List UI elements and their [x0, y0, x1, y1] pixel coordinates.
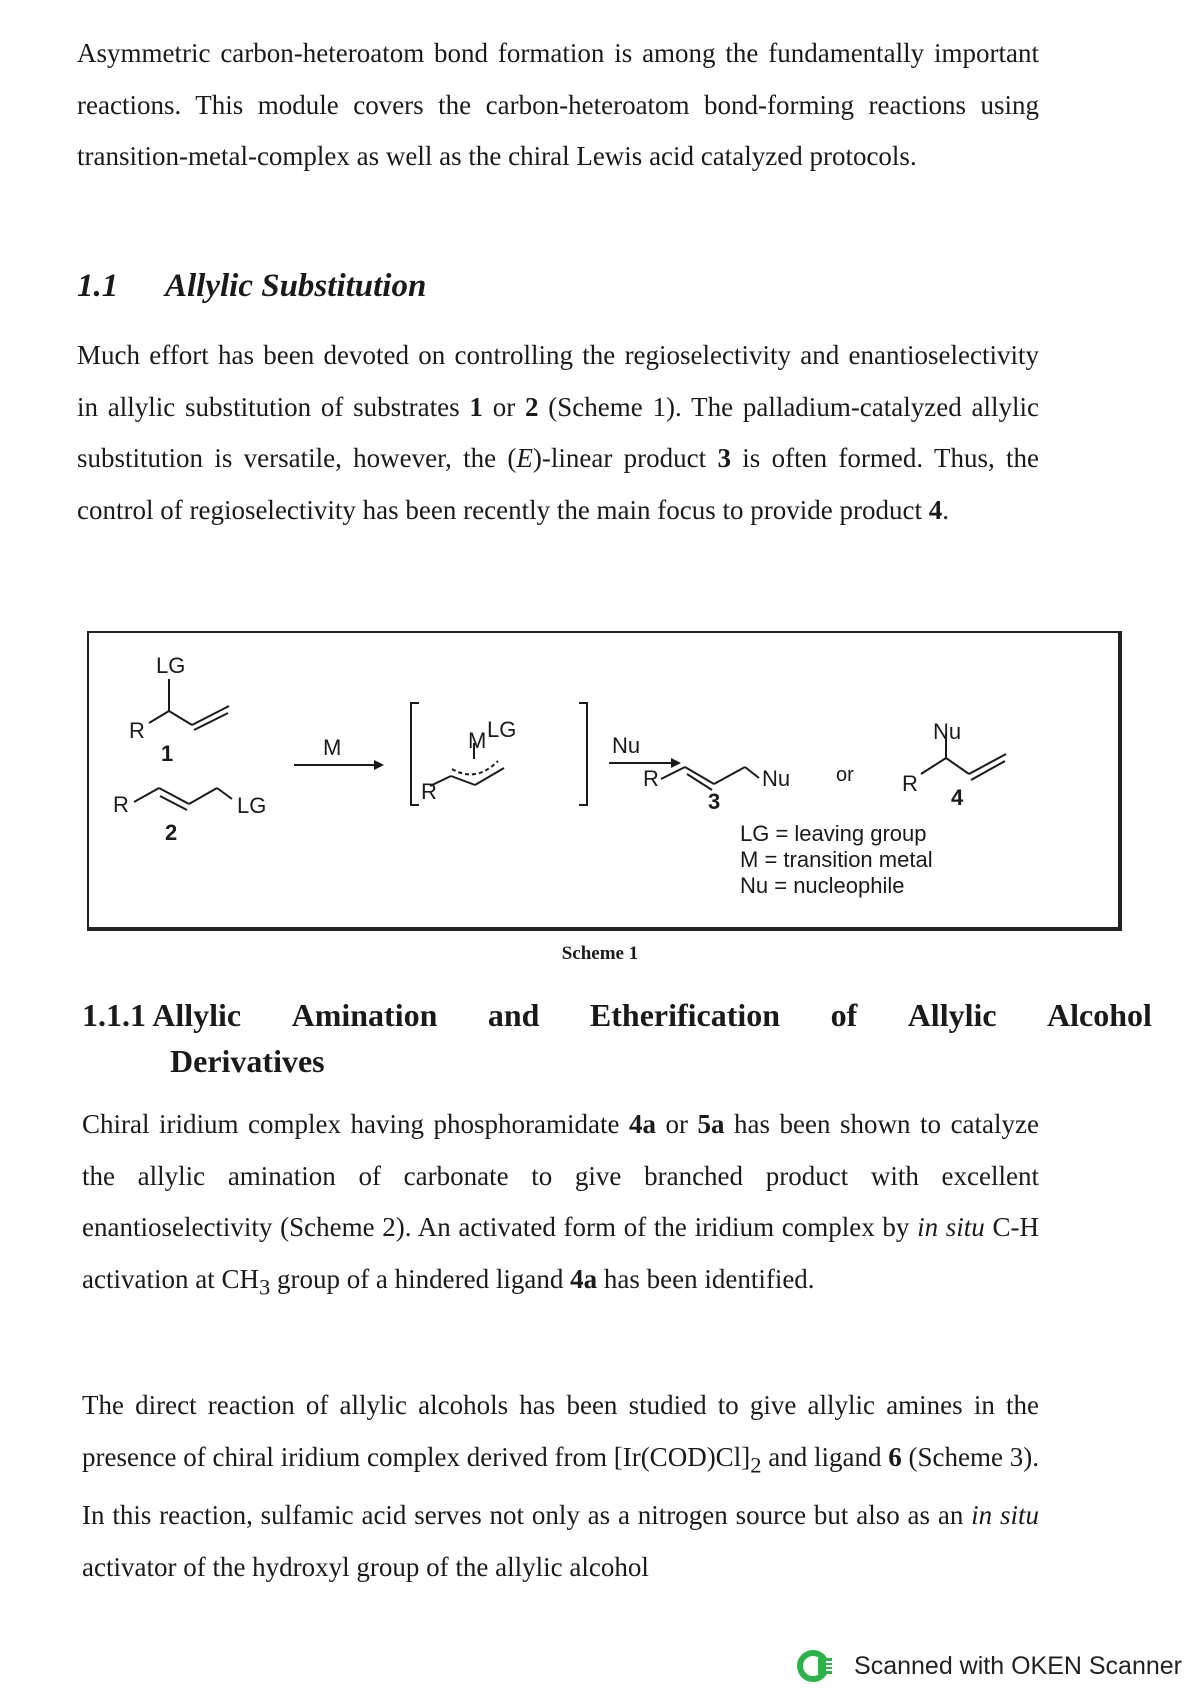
- heading-word: Alcohol: [1047, 997, 1152, 1033]
- compound-1-label: 1: [161, 741, 174, 766]
- allylic-amination-paragraph-2: The direct reaction of allylic alcohols has been studied to give allylic amines in the presence of chiral iridium complex derived from $[Ir(COD)Cl]_2$ and ligand 6 (Scheme 3). In this reaction, sulfamic acid serves not only as a nitrogen source but also as an in situ activator of the hydroxyl group of the allylic alcohol: [82, 1390, 1039, 1582]
- heading-word: of: [830, 997, 858, 1033]
- metal-label: M: [468, 728, 487, 753]
- bond-line: [134, 788, 159, 802]
- reagent-nu-label: Nu: [612, 733, 641, 758]
- lg-label: LG: [487, 717, 517, 742]
- heading-word: and: [487, 997, 540, 1033]
- arrow-head: [374, 760, 384, 770]
- section-heading-allylic-substitution: [77, 268, 426, 305]
- compound-2-label: 2: [165, 820, 178, 845]
- r-label: R: [421, 779, 437, 804]
- bond-line: [169, 711, 192, 725]
- heading-line-2: Derivatives: [170, 1043, 325, 1079]
- bond-line: [159, 788, 189, 804]
- nu-label: Nu: [933, 719, 962, 744]
- section-number: 1.1.1 Allylic: [82, 997, 242, 1033]
- section-heading-allylic-amination: [82, 992, 1152, 1084]
- scanner-watermark: [796, 1648, 1182, 1684]
- section-number: 1.1: [77, 268, 119, 304]
- bond-line: [149, 711, 169, 723]
- pi-allyl-arc: [452, 761, 498, 774]
- lg-label: LG: [237, 793, 267, 818]
- bracket-left: [411, 703, 419, 805]
- compound-3-label: 3: [708, 789, 721, 814]
- bond-line: [451, 776, 475, 785]
- legend-line-nu: Nu = nucleophile: [740, 873, 905, 898]
- allylic-substitution-paragraph: Much effort has been devoted on controlling the regioselectivity and enantioselectivity in allylic substitution of substrates 1 or 2 (Scheme 1). The palladium-catalyzed allylic substitution is versatile, however, the (E)-linear product 3 is often formed. Thus, the control of regioselectivity has been recently the main focus to provide product 4.: [77, 340, 1040, 525]
- scanner-watermark-text: Scanned with OKEN Scanner: [854, 1651, 1182, 1680]
- compound-4-label: 4: [951, 785, 964, 810]
- lg-label: LG: [156, 653, 186, 678]
- intro-paragraph: Asymmetric carbon-heteroatom bond formation is among the fundamentally important reactions. This module covers the carbon-heteroatom bond-forming reactions using transition-metal-complex as well as the chiral Lewis acid catalyzed protocols.: [77, 38, 1039, 171]
- r-label: R: [113, 792, 129, 817]
- bond-line: [160, 796, 187, 810]
- heading-word: Amination: [291, 997, 438, 1033]
- bond-line: [661, 767, 685, 779]
- nu-label: Nu: [762, 766, 791, 791]
- scheme-1-caption: Scheme 1: [561, 943, 639, 964]
- bond-line: [946, 758, 969, 774]
- arrow-head: [671, 758, 681, 768]
- reagent-m-label: M: [323, 735, 342, 760]
- heading-word: Etherification: [589, 997, 781, 1033]
- or-label: or: [836, 764, 854, 786]
- oken-scanner-logo-icon: [796, 1648, 840, 1684]
- heading-line-1: [82, 992, 1152, 1038]
- r-label: R: [902, 771, 918, 796]
- bond-line: [714, 767, 745, 784]
- legend-line-m: M = transition metal: [740, 847, 933, 872]
- section-title: Allylic Substitution: [165, 268, 427, 304]
- heading-word: Allylic: [907, 997, 997, 1033]
- allylic-amination-paragraph-1: Chiral iridium complex having phosphoramidate 4a or 5a has been shown to catalyze the allylic amination of carbonate to give branched product with excellent enantioselectivity (Scheme 2). An activated form of the iridium complex by in situ C-H activation at $CH_3$ group of a hindered ligand 4a has been identified.: [82, 1109, 1040, 1299]
- bond-line: [217, 788, 232, 799]
- bond-line: [475, 768, 504, 785]
- scheme-1-diagram: [89, 633, 1120, 929]
- bond-line: [745, 767, 759, 778]
- bond-line: [189, 788, 217, 804]
- legend-line-lg: LG = leaving group: [740, 821, 927, 846]
- scheme-1-figure: [87, 631, 1122, 931]
- r-label: R: [129, 718, 145, 743]
- bond-line: [921, 758, 946, 774]
- r-label: R: [643, 766, 659, 791]
- bracket-right: [579, 703, 587, 805]
